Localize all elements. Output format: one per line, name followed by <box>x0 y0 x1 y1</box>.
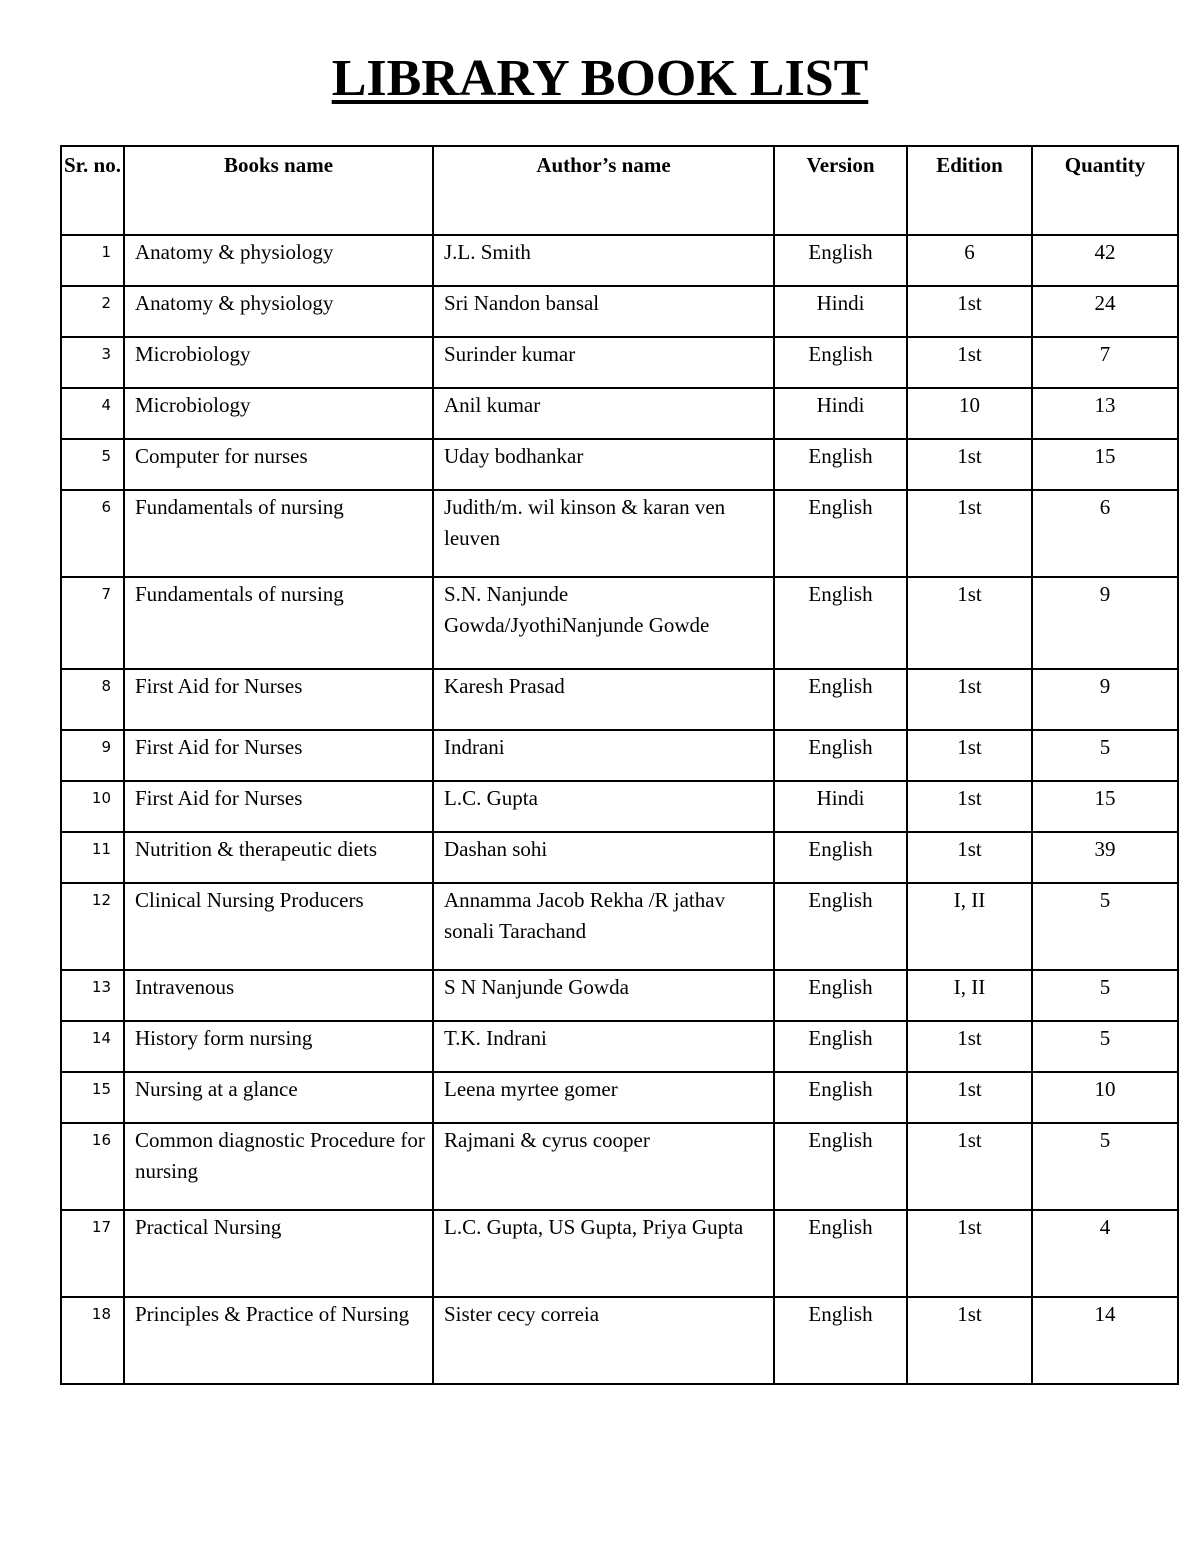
author-name-cell: Uday bodhankar <box>433 439 774 490</box>
table-row <box>61 235 1178 286</box>
version-cell: English <box>774 669 907 730</box>
edition-cell: I, II <box>907 970 1032 1021</box>
version-cell: English <box>774 1123 907 1210</box>
quantity-cell: 9 <box>1032 577 1178 669</box>
book-name-cell: Practical Nursing <box>124 1210 433 1297</box>
version-cell: English <box>774 970 907 1021</box>
sr-no-cell: 17 <box>61 1210 124 1297</box>
version-cell: Hindi <box>774 781 907 832</box>
table-row <box>61 730 1178 781</box>
author-name-cell: Rajmani & cyrus cooper <box>433 1123 774 1210</box>
author-name-cell: Judith/m. wil kinson & karan ven leuven <box>433 490 774 577</box>
header-authors-name: Author’s name <box>433 146 774 235</box>
version-cell: English <box>774 883 907 970</box>
edition-cell: 1st <box>907 286 1032 337</box>
quantity-cell: 5 <box>1032 883 1178 970</box>
book-name-cell: Intravenous <box>124 970 433 1021</box>
author-name-cell: Sister cecy correia <box>433 1297 774 1384</box>
author-name-cell: Karesh Prasad <box>433 669 774 730</box>
quantity-cell: 5 <box>1032 1123 1178 1210</box>
version-cell: English <box>774 1297 907 1384</box>
version-cell: English <box>774 1072 907 1123</box>
author-name-cell: Sri Nandon bansal <box>433 286 774 337</box>
sr-no-cell: 11 <box>61 832 124 883</box>
version-cell: English <box>774 490 907 577</box>
book-name-cell: Clinical Nursing Producers <box>124 883 433 970</box>
page-title-text: LIBRARY BOOK LIST <box>331 50 869 107</box>
author-name-cell: Annamma Jacob Rekha /R jathav sonali Tarachand <box>433 883 774 970</box>
table-row <box>61 1072 1178 1123</box>
version-cell: English <box>774 337 907 388</box>
table-row <box>61 286 1178 337</box>
quantity-cell: 5 <box>1032 970 1178 1021</box>
author-name-cell: Leena myrtee gomer <box>433 1072 774 1123</box>
edition-cell: 1st <box>907 439 1032 490</box>
book-name-cell: Nutrition & therapeutic diets <box>124 832 433 883</box>
quantity-cell: 15 <box>1032 439 1178 490</box>
sr-no-cell: 16 <box>61 1123 124 1210</box>
sr-no-cell: 18 <box>61 1297 124 1384</box>
table-row <box>61 439 1178 490</box>
edition-cell: 6 <box>907 235 1032 286</box>
sr-no-cell: 1 <box>61 235 124 286</box>
quantity-cell: 39 <box>1032 832 1178 883</box>
header-version: Version <box>774 146 907 235</box>
sr-no-cell: 14 <box>61 1021 124 1072</box>
header-quantity: Quantity <box>1032 146 1178 235</box>
table-row <box>61 883 1178 970</box>
edition-cell: 1st <box>907 1072 1032 1123</box>
author-name-cell: Dashan sohi <box>433 832 774 883</box>
table-row <box>61 669 1178 730</box>
version-cell: Hindi <box>774 388 907 439</box>
author-name-cell: Anil kumar <box>433 388 774 439</box>
table-row <box>61 832 1178 883</box>
author-name-cell: S N Nanjunde Gowda <box>433 970 774 1021</box>
sr-no-cell: 9 <box>61 730 124 781</box>
version-cell: Hindi <box>774 286 907 337</box>
author-name-cell: L.C. Gupta <box>433 781 774 832</box>
table-row <box>61 970 1178 1021</box>
book-name-cell: Fundamentals of nursing <box>124 490 433 577</box>
book-name-cell: First Aid for Nurses <box>124 781 433 832</box>
table-row <box>61 1210 1178 1297</box>
table-row <box>61 490 1178 577</box>
quantity-cell: 42 <box>1032 235 1178 286</box>
book-list-table <box>60 145 1179 1385</box>
version-cell: English <box>774 730 907 781</box>
book-name-cell: Nursing at a glance <box>124 1072 433 1123</box>
version-cell: English <box>774 1021 907 1072</box>
quantity-cell: 24 <box>1032 286 1178 337</box>
book-name-cell: Common diagnostic Procedure for nursing <box>124 1123 433 1210</box>
header-sr-no: Sr. no. <box>61 146 124 235</box>
version-cell: English <box>774 832 907 883</box>
book-name-cell: History form nursing <box>124 1021 433 1072</box>
table-row <box>61 337 1178 388</box>
page-title <box>0 48 1200 110</box>
sr-no-cell: 5 <box>61 439 124 490</box>
version-cell: English <box>774 439 907 490</box>
edition-cell: 10 <box>907 388 1032 439</box>
quantity-cell: 9 <box>1032 669 1178 730</box>
author-name-cell: J.L. Smith <box>433 235 774 286</box>
book-name-cell: First Aid for Nurses <box>124 730 433 781</box>
table-row <box>61 577 1178 669</box>
sr-no-cell: 6 <box>61 490 124 577</box>
book-name-cell: Anatomy & physiology <box>124 286 433 337</box>
edition-cell: 1st <box>907 1297 1032 1384</box>
author-name-cell: Surinder kumar <box>433 337 774 388</box>
edition-cell: 1st <box>907 490 1032 577</box>
sr-no-cell: 12 <box>61 883 124 970</box>
quantity-cell: 10 <box>1032 1072 1178 1123</box>
book-name-cell: Principles & Practice of Nursing <box>124 1297 433 1384</box>
author-name-cell: L.C. Gupta, US Gupta, Priya Gupta <box>433 1210 774 1297</box>
sr-no-cell: 4 <box>61 388 124 439</box>
edition-cell: 1st <box>907 832 1032 883</box>
book-name-cell: Computer for nurses <box>124 439 433 490</box>
book-name-cell: First Aid for Nurses <box>124 669 433 730</box>
author-name-cell: T.K. Indrani <box>433 1021 774 1072</box>
table-header-row <box>61 146 1178 235</box>
version-cell: English <box>774 1210 907 1297</box>
table-row <box>61 388 1178 439</box>
version-cell: English <box>774 577 907 669</box>
edition-cell: I, II <box>907 883 1032 970</box>
book-name-cell: Microbiology <box>124 337 433 388</box>
sr-no-cell: 7 <box>61 577 124 669</box>
version-cell: English <box>774 235 907 286</box>
quantity-cell: 13 <box>1032 388 1178 439</box>
sr-no-cell: 15 <box>61 1072 124 1123</box>
quantity-cell: 5 <box>1032 730 1178 781</box>
table-row <box>61 1297 1178 1384</box>
sr-no-cell: 8 <box>61 669 124 730</box>
quantity-cell: 15 <box>1032 781 1178 832</box>
quantity-cell: 6 <box>1032 490 1178 577</box>
edition-cell: 1st <box>907 1123 1032 1210</box>
edition-cell: 1st <box>907 577 1032 669</box>
edition-cell: 1st <box>907 337 1032 388</box>
sr-no-cell: 10 <box>61 781 124 832</box>
book-name-cell: Anatomy & physiology <box>124 235 433 286</box>
header-edition: Edition <box>907 146 1032 235</box>
edition-cell: 1st <box>907 1210 1032 1297</box>
edition-cell: 1st <box>907 781 1032 832</box>
sr-no-cell: 3 <box>61 337 124 388</box>
author-name-cell: Indrani <box>433 730 774 781</box>
table-row <box>61 1123 1178 1210</box>
edition-cell: 1st <box>907 730 1032 781</box>
table-row <box>61 781 1178 832</box>
book-name-cell: Fundamentals of nursing <box>124 577 433 669</box>
sr-no-cell: 2 <box>61 286 124 337</box>
quantity-cell: 4 <box>1032 1210 1178 1297</box>
quantity-cell: 5 <box>1032 1021 1178 1072</box>
edition-cell: 1st <box>907 1021 1032 1072</box>
author-name-cell: S.N. Nanjunde Gowda/JyothiNanjunde Gowde <box>433 577 774 669</box>
book-name-cell: Microbiology <box>124 388 433 439</box>
table-row <box>61 1021 1178 1072</box>
sr-no-cell: 13 <box>61 970 124 1021</box>
header-books-name: Books name <box>124 146 433 235</box>
edition-cell: 1st <box>907 669 1032 730</box>
quantity-cell: 14 <box>1032 1297 1178 1384</box>
quantity-cell: 7 <box>1032 337 1178 388</box>
